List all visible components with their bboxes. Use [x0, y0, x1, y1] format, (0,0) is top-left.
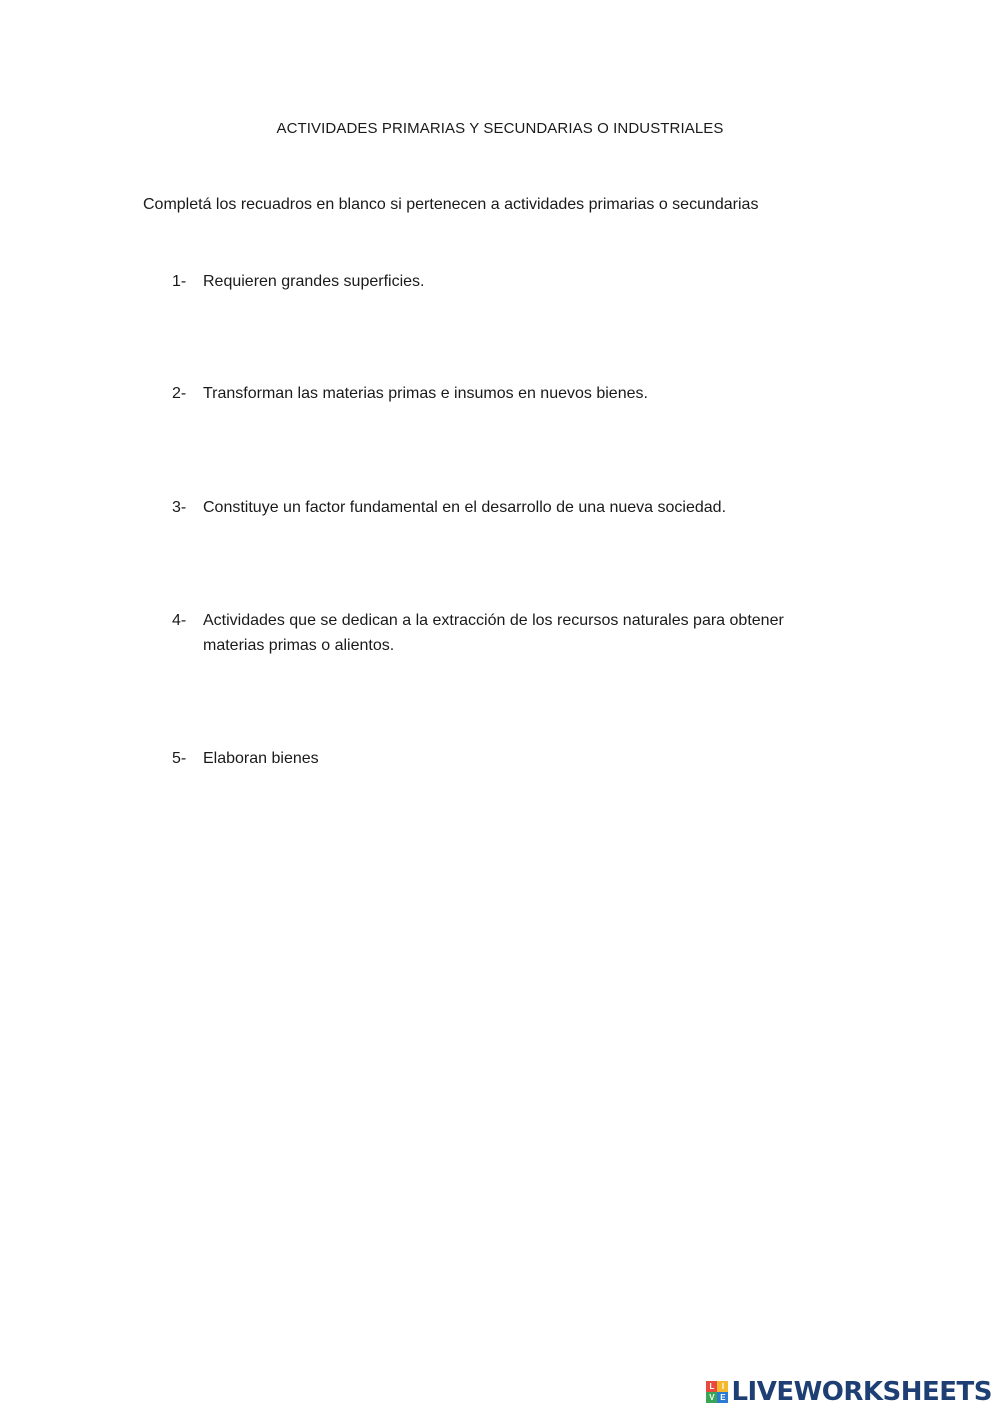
- logo-mark-letter: E: [717, 1392, 728, 1403]
- liveworksheets-logo[interactable]: [706, 1377, 992, 1407]
- question-text: Elaboran bienes: [203, 750, 319, 767]
- question-number: 5-: [172, 750, 187, 767]
- logo-mark-letter: V: [706, 1392, 717, 1403]
- logo-text: LIVEWORKSHEETS: [731, 1377, 992, 1407]
- logo-mark-letter: L: [706, 1381, 717, 1392]
- question-number: 2-: [172, 385, 187, 402]
- question-text: Transforman las materias primas e insumos en nuevos bienes.: [203, 385, 648, 402]
- logo-mark-icon: [706, 1381, 728, 1403]
- question-number: 4-: [172, 612, 187, 629]
- question-item-5: [172, 746, 832, 771]
- logo-mark-letter: I: [717, 1381, 728, 1392]
- question-number: 3-: [172, 499, 187, 516]
- question-item-4: [172, 608, 832, 658]
- question-text: Actividades que se dedican a la extracción de los recursos naturales para obtener materias primas o alientos.: [203, 612, 784, 654]
- question-item-2: [172, 381, 832, 406]
- question-text: Constituye un factor fundamental en el desarrollo de una nueva sociedad.: [203, 499, 727, 516]
- page-title: ACTIVIDADES PRIMARIAS Y SECUNDARIAS O INDUSTRIALES: [276, 120, 724, 137]
- question-text: Requieren grandes superficies.: [203, 273, 425, 290]
- question-item-1: [172, 269, 832, 294]
- instruction-text: Completá los recuadros en blanco si pertenecen a actividades primarias o secundarias: [143, 196, 759, 213]
- question-item-3: [172, 495, 832, 520]
- question-number: 1-: [172, 273, 187, 290]
